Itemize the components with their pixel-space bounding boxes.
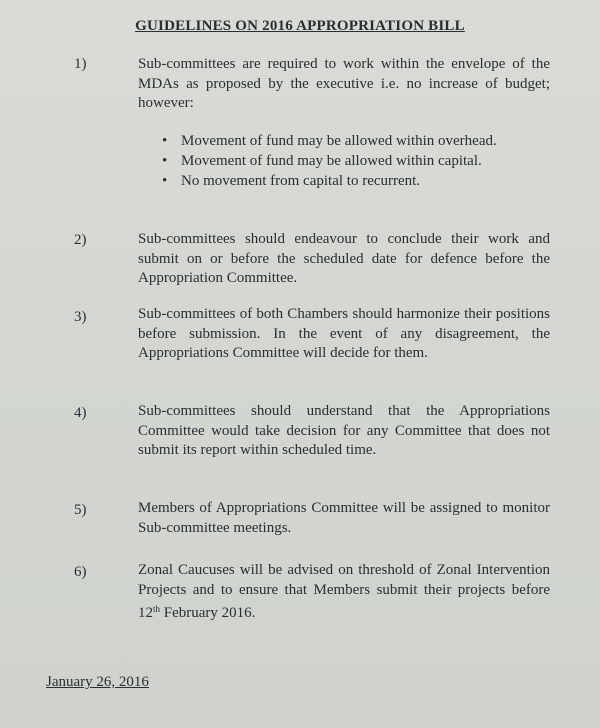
item-number-3: 3)	[74, 309, 87, 325]
bullet-text: No movement from capital to recurrent.	[181, 173, 421, 189]
item-number-6: 6)	[74, 564, 87, 580]
item-6-text-part: Zonal Caucuses will be advised on threshold of Zonal Intervention Projects and to ensure that Members submit their projects before 12	[138, 562, 550, 621]
item-text-1: Sub-committees are required to work within the envelope of the MDAs as proposed by the executive i.e. no increase of budget; however:	[138, 56, 550, 111]
item-number-4: 4)	[74, 405, 87, 421]
bullet-item	[160, 152, 550, 171]
ordinal-suffix: th	[153, 604, 161, 614]
item-text-2: Sub-committees should endeavour to conclude their work and submit on or before the scheduled date for defence before the Appropriation Committee.	[138, 231, 550, 286]
item-text-3: Sub-committees of both Chambers should harmonize their positions before submission. In the event of any disagreement, the Appropriations Committee will decide for them.	[138, 306, 550, 361]
bullet-item	[160, 172, 550, 191]
bullet-text: Movement of fund may be allowed within capital.	[181, 153, 482, 169]
item-6-text-end: February 2016.	[160, 605, 256, 621]
item-number-5: 5)	[74, 502, 87, 518]
bullet-icon: •	[162, 153, 168, 169]
bullet-icon: •	[162, 173, 168, 189]
bullet-item	[160, 132, 550, 151]
item-text-6	[138, 561, 550, 624]
item-text-5: Members of Appropriations Committee will be assigned to monitor Sub-committee meetings.	[138, 500, 550, 536]
item-number-1: 1)	[74, 56, 87, 72]
bullet-icon: •	[162, 133, 168, 149]
document-title: GUIDELINES ON 2016 APPROPRIATION BILL	[135, 18, 465, 34]
bullet-text: Movement of fund may be allowed within overhead.	[181, 133, 497, 149]
document-date: January 26, 2016	[46, 674, 149, 690]
item-text-4: Sub-committees should understand that the Appropriations Committee would take decision for any Committee that does not submit its report within scheduled time.	[138, 403, 550, 458]
item-1-bullet-list	[160, 132, 550, 192]
item-number-2: 2)	[74, 232, 87, 248]
